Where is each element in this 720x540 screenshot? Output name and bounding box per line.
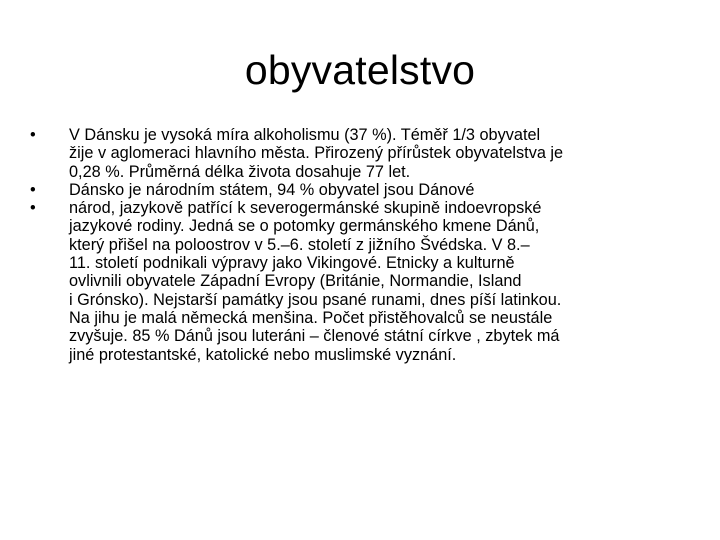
bullet-line: jazykové rodiny. Jedná se o potomky germánského kmene Dánů, [69, 217, 540, 236]
bullet-list [30, 126, 690, 364]
bullet-dot: • [30, 180, 36, 199]
bullet-text [69, 181, 690, 199]
bullet-line: i Grónsko). Nejstarší památky jsou psané runami, dnes píší latinkou. [69, 290, 562, 309]
bullet-text [69, 199, 690, 364]
bullet-line: Na jihu je malá německá menšina. Počet přistěhovalců se neustále [69, 308, 553, 327]
slide-title: obyvatelstvo [244, 47, 476, 93]
bullet-item [30, 126, 690, 181]
bullet-dot: • [30, 199, 36, 218]
bullet-line: V Dánsku je vysoká míra alkoholismu (37 %). Téměř 1/3 obyvatel [69, 126, 541, 144]
bullet-line: zvyšuje. 85 % Dánů jsou luteráni – členové státní církve , zbytek má [69, 327, 560, 346]
bullet-item [30, 199, 690, 364]
bullet-dot: • [30, 126, 36, 144]
bullet-line: národ, jazykově patřící k severogermánské skupině indoevropské [69, 199, 542, 218]
bullet-line: Dánsko je národním státem, 94 % obyvatel jsou Dánové [69, 180, 475, 199]
bullet-line: jiné protestantské, katolické nebo muslimské vyznání. [69, 345, 457, 364]
bullet-line: 0,28 %. Průměrná délka života dosahuje 77 let. [69, 162, 411, 181]
bullet-line: který přišel na poloostrov v 5.–6. století z jižního Švédska. V 8.– [69, 235, 530, 254]
bullet-line: 11. století podnikali výpravy jako Vikingové. Etnicky a kulturně [69, 254, 515, 273]
bullet-text [69, 126, 690, 181]
bullet-line: ovlivnili obyvatele Západní Evropy (Británie, Normandie, Island [69, 272, 522, 291]
bullet-item [30, 181, 690, 199]
bullet-line: žije v aglomeraci hlavního města. Přirozený přírůstek obyvatelstva je [69, 144, 564, 163]
